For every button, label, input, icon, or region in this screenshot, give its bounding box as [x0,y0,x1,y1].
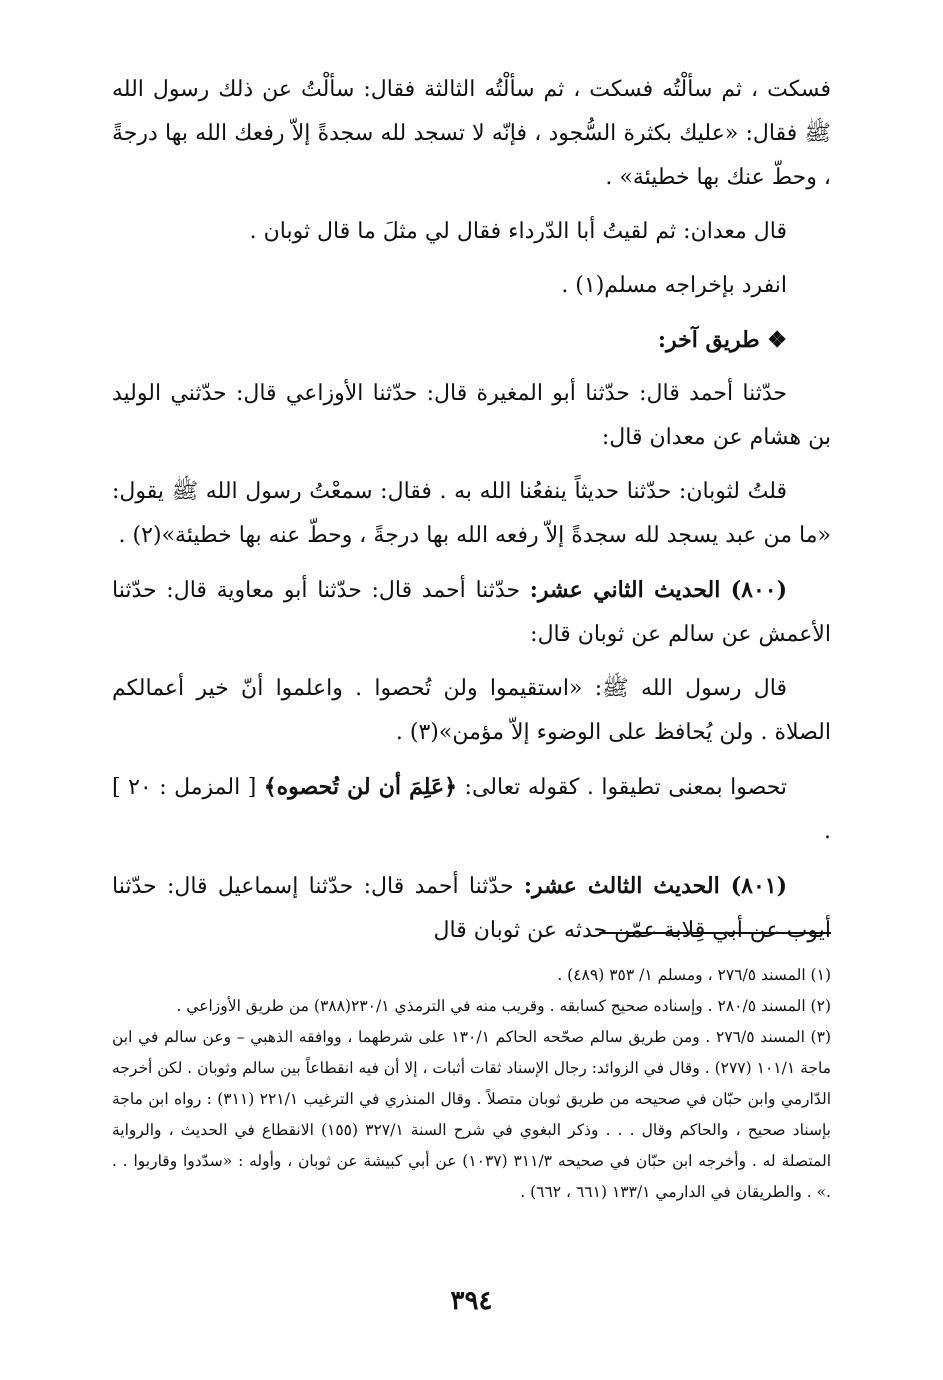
paragraph-6-text: حدّثنا أحمد قال: حدّثنا أبو معاوية قال: حدّثنا الأعمش عن سالم عن ثوبان قال: [112,578,831,647]
footnote-divider [599,932,831,934]
footnote-3: (٣) المسند ٢٧٦/٥ . ومن طريق سالم صحّحه الحاكم ١٣٠/١ على شرطهما ، ووافقه الذهبي – وعن سالم في ابن ماجة ١٠١/١ (٢٧٧) . وقال في الزوائد: رجال الإسناد ثقات أثبات ، إلا أن فيه انقطاعاً بين سالم وثوبان . لكن أخرجه الدّارمي وابن حبّان في صحيحه من طريق ثوبان متصلاً . وقال المنذري في الترغيب ٢٢١/١ (٣١١) : رواه ابن ماجة بإسناد صحيح ، والحاكم وقال . . . وذكر البغوي في شرح السنة ٣٢٧/١ (١٥٥) الانقطاع في الحديث ، والرواية المتصلة له . وأخرجه ابن حبّان في صحيحه ٣١١/٣ (١٠٣٧) عن أبي كبيشة عن ثوبان ، وأوله : «سدّدوا وقاربوا . . .» . والطريقان في الدارمي ١٣٣/١ (٦٦١ ، ٦٦٢) . [112,1028,832,1201]
paragraph-8-reference: [ المزمل : ٢٠ ] . [112,775,831,844]
paragraph-8-intro: تحصوا بمعنى تطيقوا . كقوله تعالى: [457,775,788,800]
footnote-2: (٢) المسند ٢٨٠/٥ . وإسناده صحيح كسابقه . وقريب منه في الترمذي ٢٣٠/١(٣٨٨) من طريق الأوزاعي . [176,997,831,1015]
footnotes [112,960,831,1208]
paragraph-8 [112,765,831,854]
paragraph-9 [112,864,831,953]
paragraph-9-text: حدّثنا أحمد قال: حدّثنا إسماعيل قال: حدّثنا أيوب عن أبي قِلابة عمّن حدثه عن ثوبان قال [112,874,831,943]
section-heading: ❖ طريق آخر: [657,327,787,353]
paragraph-7: قال رسول الله ﷺ: «استقيموا ولن تُحصوا . واعلموا أنّ خير أعمالكم الصلاة . ولن يُحافظ على الوضوء إلاّ مؤمن»(٣) . [112,676,831,745]
paragraph-5: قلتُ لثوبان: حدّثنا حديثاً ينفعُنا الله به . فقال: سمعْتُ رسول الله ﷺ يقول: «ما من عبد يسجد لله سجدةً إلاّ رفعه الله بها درجةً ، وحطّ عنه بها خطيئة»(٢) . [112,479,831,548]
hadith-number-label: (٨٠١) الحديث الثالث عشر: [523,873,787,899]
footnote-1: (١) المسند ٢٧٦/٥ ، ومسلم ١/ ٣٥٣ (٤٨٩) . [557,966,831,984]
paragraph-1: فسكت ، ثم سألْتُه فسكت ، ثم سألْتُه الثالثة فقال: سألْتُ عن ذلك رسول الله ﷺ فقال: «عليك بكثرة السُّجود ، فإنّه لا تسجد لله سجدةً إلاّ رفعك الله بها درجةً ، وحطّ عنك بها خطيئة» . [112,77,831,190]
paragraph-6 [112,568,831,657]
paragraph-3: انفرد بإخراجه مسلم(١) . [561,273,787,298]
quran-quote: ﴿عَلِمَ أن لن تُحصوه﴾ [263,774,458,800]
main-text [112,68,831,963]
paragraph-4: حدّثنا أحمد قال: حدّثنا أبو المغيرة قال: حدّثنا الأوزاعي قال: حدّثني الوليد بن هشام عن معدان قال: [112,381,831,450]
paragraph-2: قال معدان: ثم لقيتُ أبا الدّرداء فقال لي مثلَ ما قال ثوبان . [249,219,787,244]
page-number: ٣٩٤ [450,1286,493,1316]
hadith-number-label: (٨٠٠) الحديث الثاني عشر: [529,577,787,603]
